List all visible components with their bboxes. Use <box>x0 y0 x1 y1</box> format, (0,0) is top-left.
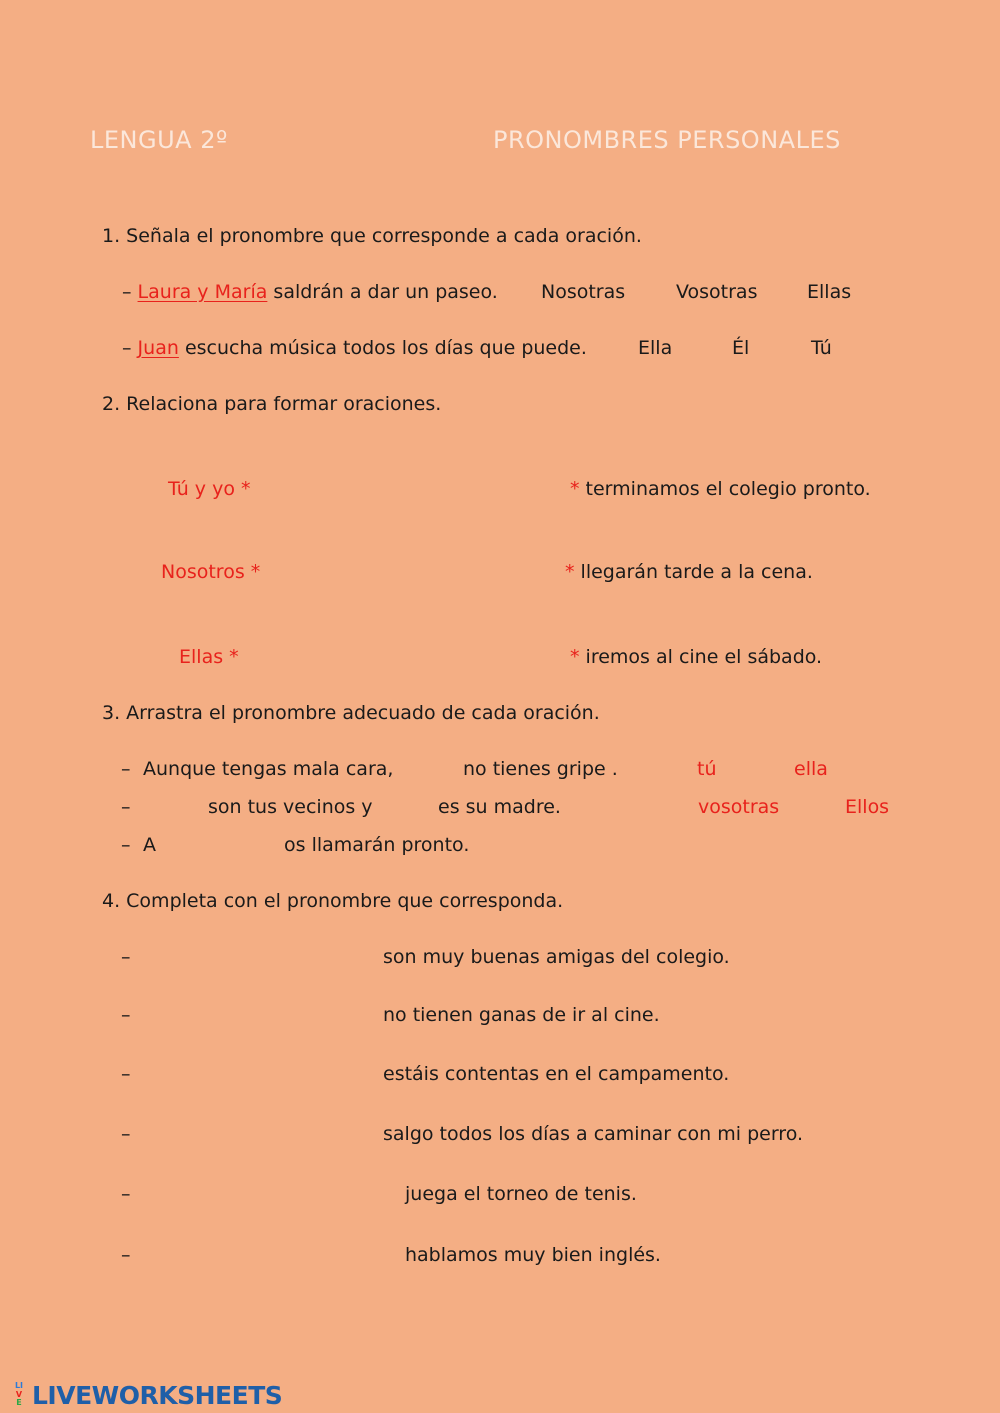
q2-right-text-3: iremos al cine el sábado. <box>585 646 823 668</box>
dash: – <box>122 281 132 303</box>
dash: – <box>121 796 131 818</box>
q2-right-item-2[interactable] <box>565 561 813 583</box>
q2-left-item-2[interactable]: Nosotros * <box>161 561 261 583</box>
q2-left-item-3[interactable]: Ellas * <box>179 646 239 668</box>
brand-name: LIVEWORKSHEETS <box>32 1380 283 1410</box>
q3-l2-part-b: es su madre. <box>438 796 561 818</box>
q3-draggable-ellos[interactable]: Ellos <box>845 796 890 818</box>
q4-sentence-2: no tienen ganas de ir al cine. <box>383 1004 660 1026</box>
q3-draggable-ella[interactable]: ella <box>794 758 828 780</box>
subject-title: LENGUA 2º <box>90 126 228 154</box>
q3-l1-part-b: no tienes gripe . <box>463 758 618 780</box>
liveworksheets-logo <box>8 1380 282 1410</box>
q3-l2-part-a: son tus vecinos y <box>208 796 373 818</box>
q3-prompt: 3. Arrastra el pronombre adecuado de cada oración. <box>102 702 600 724</box>
q1-s1-option-nosotras[interactable]: Nosotras <box>541 281 626 303</box>
match-star: * <box>570 478 580 500</box>
match-star: * <box>565 561 575 583</box>
q4-sentence-3: estáis contentas en el campamento. <box>383 1063 730 1085</box>
q1-s2-option-el[interactable]: Él <box>732 337 750 359</box>
q3-l3-part-a: A <box>143 834 156 856</box>
q3-draggable-tu[interactable]: tú <box>697 758 717 780</box>
dash: – <box>121 1183 131 1205</box>
q4-sentence-6: hablamos muy bien inglés. <box>405 1244 661 1266</box>
worksheet-title: PRONOMBRES PERSONALES <box>493 126 841 154</box>
q3-draggable-vosotras[interactable]: vosotras <box>698 796 780 818</box>
q3-l1-part-a: Aunque tengas mala cara, <box>143 758 394 780</box>
q1-s2-option-tu[interactable]: Tú <box>811 337 832 359</box>
dash: – <box>121 758 131 780</box>
q2-right-text-2: llegarán tarde a la cena. <box>580 561 813 583</box>
q1-sentence-1 <box>122 281 498 303</box>
q2-left-item-1[interactable]: Tú y yo * <box>168 478 251 500</box>
q1-prompt: 1. Señala el pronombre que corresponde a cada oración. <box>102 225 642 247</box>
dash: – <box>121 834 131 856</box>
q1-s1-option-ellas[interactable]: Ellas <box>807 281 852 303</box>
live-badge-icon: LI V E <box>14 1381 24 1407</box>
q2-right-item-1[interactable] <box>570 478 871 500</box>
dash: – <box>122 337 132 359</box>
q2-prompt: 2. Relaciona para formar oraciones. <box>102 393 442 415</box>
q1-s2-option-ella[interactable]: Ella <box>638 337 673 359</box>
q2-right-item-3[interactable] <box>570 646 822 668</box>
q3-l3-part-b: os llamarán pronto. <box>284 834 470 856</box>
q1-s2-subject: Juan <box>137 337 179 359</box>
dash: – <box>121 1063 131 1085</box>
dash: – <box>121 1244 131 1266</box>
q4-sentence-5: juega el torneo de tenis. <box>405 1183 637 1205</box>
q2-right-text-1: terminamos el colegio pronto. <box>585 478 871 500</box>
q1-s1-rest: saldrán a dar un paseo. <box>273 281 498 303</box>
q4-sentence-4: salgo todos los días a caminar con mi perro. <box>383 1123 804 1145</box>
q1-sentence-2 <box>122 337 587 359</box>
q4-prompt: 4. Completa con el pronombre que corresponda. <box>102 890 564 912</box>
dash: – <box>121 946 131 968</box>
q4-sentence-1: son muy buenas amigas del colegio. <box>383 946 730 968</box>
q1-s2-rest: escucha música todos los días que puede. <box>184 337 587 359</box>
q1-s1-subject: Laura y María <box>137 281 268 303</box>
q1-s1-option-vosotras[interactable]: Vosotras <box>676 281 758 303</box>
dash: – <box>121 1123 131 1145</box>
dash: – <box>121 1004 131 1026</box>
match-star: * <box>570 646 580 668</box>
